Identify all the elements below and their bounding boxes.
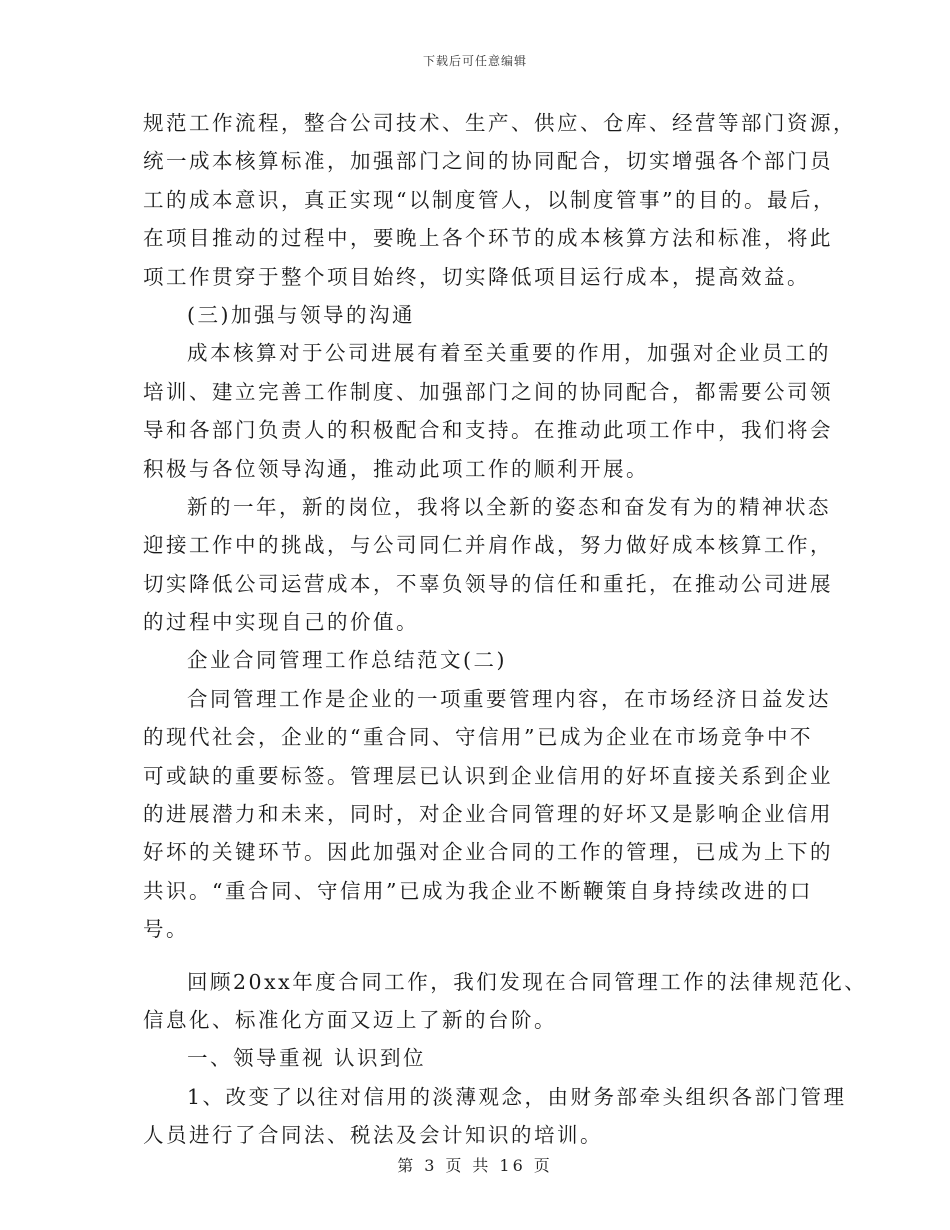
- text-line: 切实降低公司运营成本，不辜负领导的信任和重托，在推动公司进展: [143, 571, 833, 596]
- text-line: 共识。“重合同、守信用”已成为我企业不断鞭策自身持续改进的口: [143, 878, 813, 903]
- footer-total-pages: 16: [499, 1156, 526, 1175]
- text-line: 导和各部门负责人的积极配合和支持。在推动此项工作中，我们将会: [143, 418, 833, 443]
- footer-label-page-unit: 页: [445, 1156, 465, 1175]
- page-header: 下载后可任意编辑: [422, 54, 527, 68]
- paragraph-gap: [143, 949, 813, 963]
- text-line: 积极与各位领导沟通，推动此项工作的顺利开展。: [143, 456, 649, 481]
- text-line: 的现代社会，企业的“重合同、守信用”已成为企业在市场竞争中不: [143, 725, 813, 750]
- text-line: 新的一年，新的岗位，我将以全新的姿态和奋发有为的精神状态: [187, 494, 831, 519]
- text-line: 的进展潜力和未来，同时，对企业合同管理的好坏又是影响企业信用: [143, 802, 833, 827]
- text-line: 信息化、标准化方面又迈上了新的台阶。: [143, 1007, 557, 1032]
- footer-label-total-unit: 页: [533, 1156, 553, 1175]
- text-line: 回顾20xx年度合同工作，我们发现在合同管理工作的法律规范化、: [187, 969, 868, 994]
- text-line: 统一成本核算标准，加强部门之间的协同配合，切实增强各个部门员: [143, 149, 833, 174]
- text-line: 工的成本意识，真正实现“以制度管人，以制度管事”的目的。最后，: [143, 187, 836, 212]
- footer-current-page: 3: [424, 1156, 438, 1175]
- text-line: 号。: [143, 917, 189, 942]
- document-body: [143, 104, 868, 1155]
- text-line: (三)加强与领导的沟通: [187, 302, 415, 327]
- text-line: 迎接工作中的挑战，与公司同仁并肩作战，努力做好成本核算工作，: [143, 533, 833, 558]
- text-line: 项工作贯穿于整个项目始终，切实降低项目运行成本，提高效益。: [143, 264, 810, 289]
- text-line: 人员进行了合同法、税法及会计知识的培训。: [143, 1123, 603, 1148]
- page-footer: [0, 1153, 950, 1176]
- text-line: 规范工作流程，整合公司技术、生产、供应、仓库、经营等部门资源，: [143, 111, 856, 135]
- text-line: 好坏的关键环节。因此加强对企业合同的工作的管理，已成为上下的: [143, 840, 833, 865]
- text-line: 的过程中实现自己的价值。: [143, 610, 419, 635]
- footer-label-page: 第: [397, 1156, 417, 1175]
- paragraph-block-1: [143, 104, 856, 949]
- paragraph-block-2: [143, 963, 868, 1155]
- text-line: 1、改变了以往对信用的淡薄观念，由财务部牵头组织各部门管理: [187, 1084, 847, 1109]
- text-line: 培训、建立完善工作制度、加强部门之间的协同配合，都需要公司领: [143, 379, 833, 404]
- text-line: 成本核算对于公司进展有着至关重要的作用，加强对企业员工的: [187, 341, 831, 366]
- text-line: 在项目推动的过程中，要晚上各个环节的成本核算方法和标准，将此: [143, 226, 833, 251]
- footer-label-total: 共: [472, 1156, 492, 1175]
- text-line: 可或缺的重要标签。管理层已认识到企业信用的好坏直接关系到企业: [143, 763, 833, 788]
- text-line: 一、领导重视 认识到位: [187, 1046, 427, 1071]
- text-line: 企业合同管理工作总结范文(二): [187, 648, 507, 673]
- text-line: 合同管理工作是企业的一项重要管理内容，在市场经济日益发达: [187, 686, 831, 711]
